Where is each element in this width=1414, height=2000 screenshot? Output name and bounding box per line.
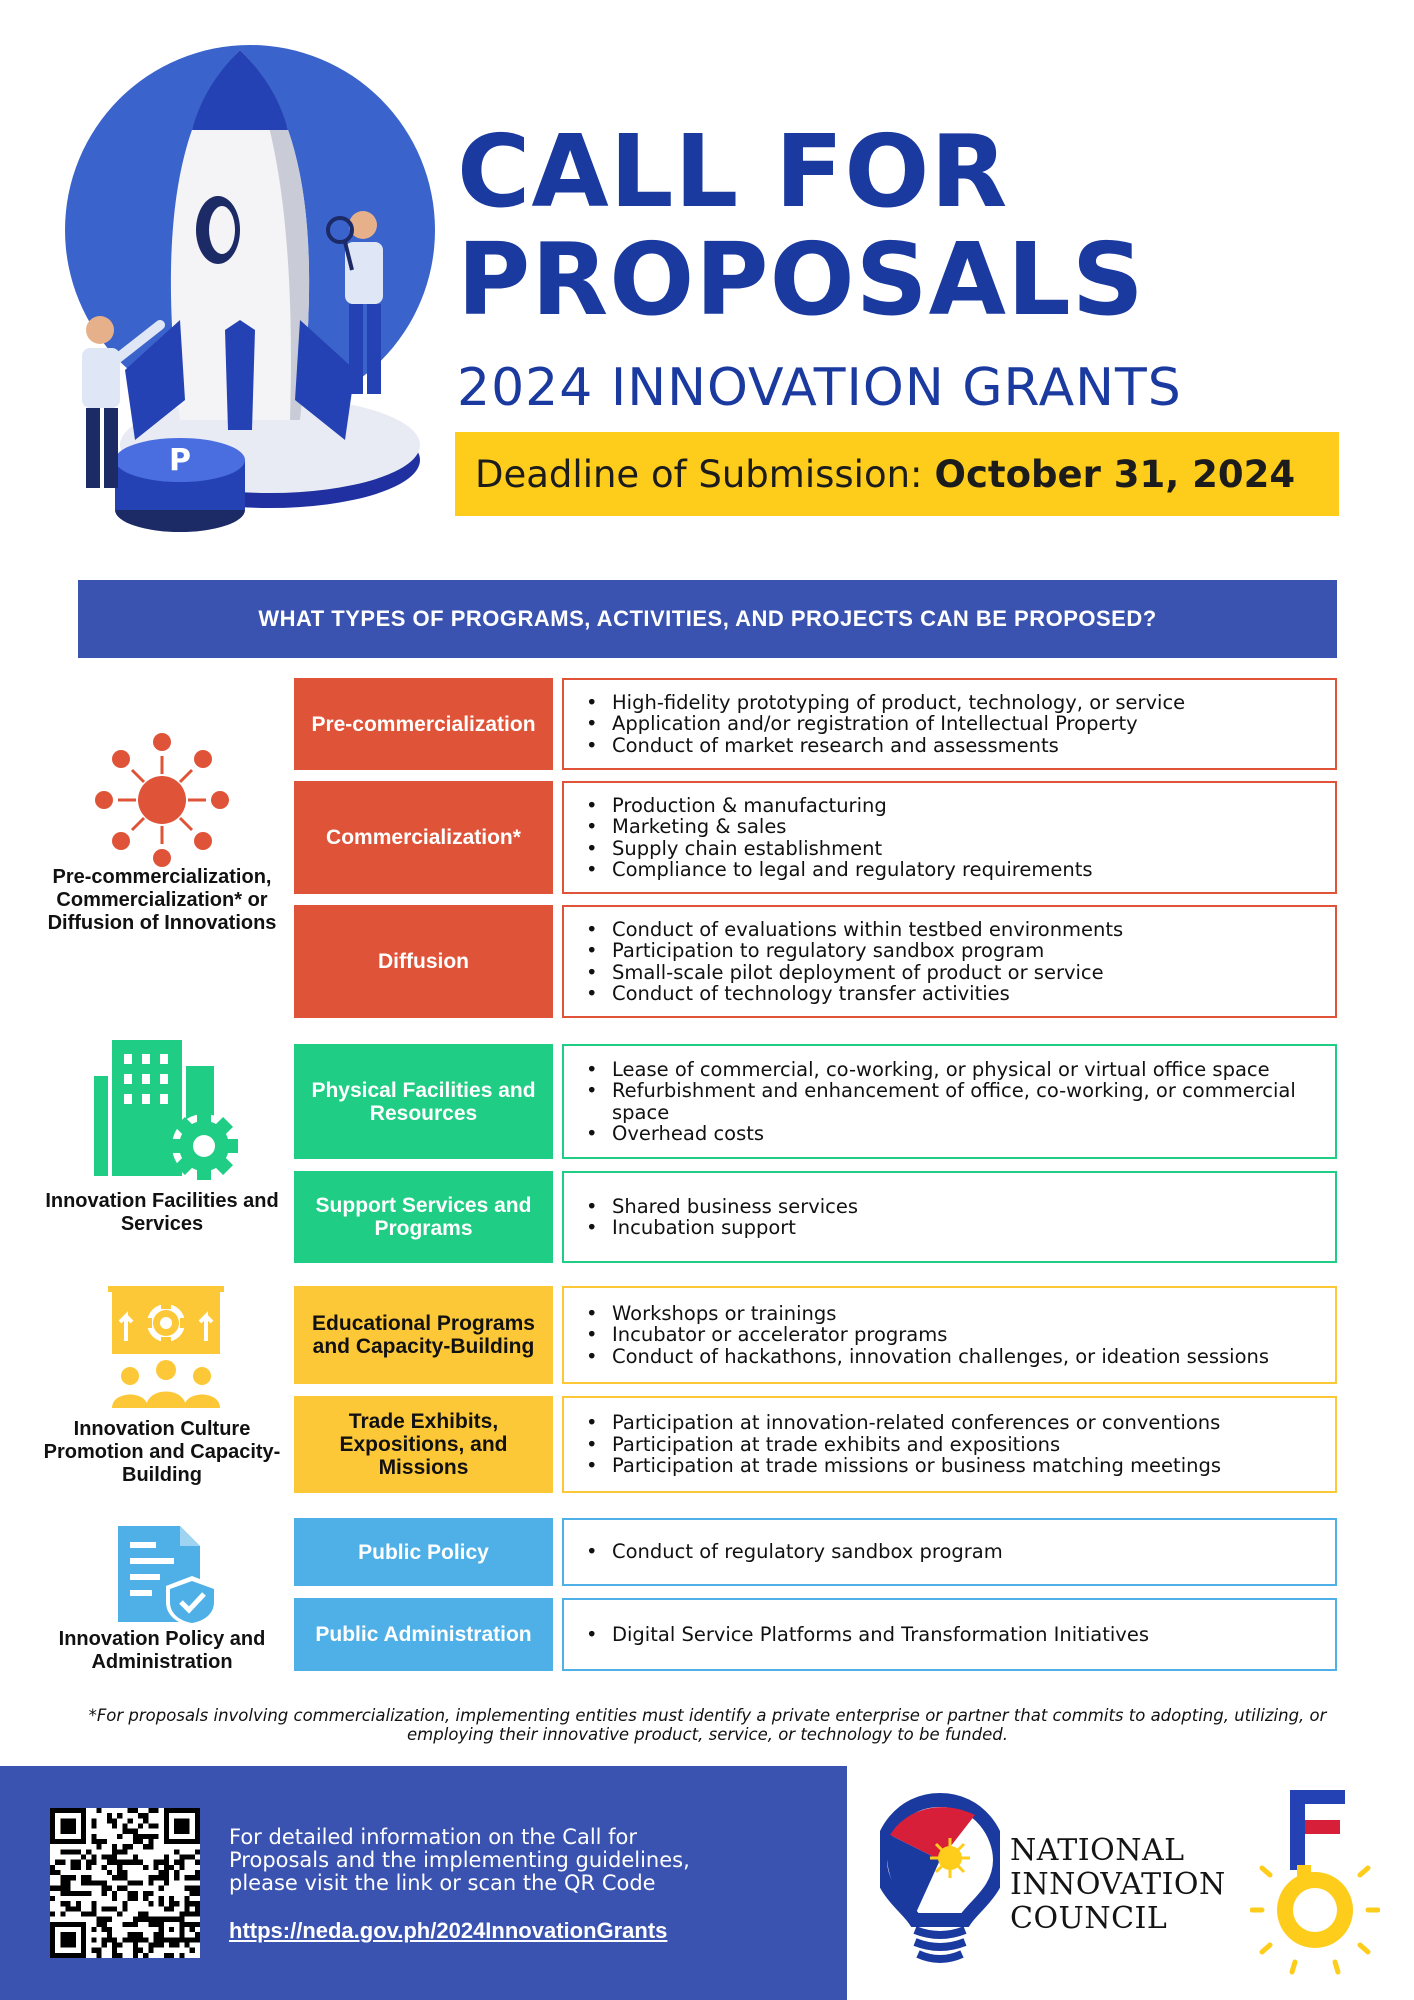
group-label-policy: Innovation Policy and Administration (58, 1628, 266, 1673)
team-presentation-icon (108, 1286, 224, 1408)
list-item: • Overhead costs (582, 1123, 1323, 1145)
deadline-label: Deadline of Submission: (475, 452, 923, 496)
footer-info-text: For detailed information on the Call for Proposals and the implementing guidelines, please visit the link or scan the QR Code (229, 1825, 690, 1895)
detail-pre-commercialization (562, 678, 1337, 770)
detail-public-administration (562, 1598, 1337, 1671)
document-shield-icon (118, 1526, 218, 1626)
neda-logo-icon (1250, 1790, 1380, 1980)
category-support-services: Support Services and Programs (294, 1171, 553, 1263)
nic-bulb-logo-icon (880, 1790, 1000, 1970)
list-item: • Participation at trade exhibits and expositions (582, 1434, 1221, 1456)
list-item: • Participation at trade missions or business matching meetings (582, 1455, 1221, 1477)
list-item: • Compliance to legal and regulatory requirements (582, 859, 1093, 881)
list-item: • Incubation support (582, 1217, 858, 1239)
list-item: • Conduct of hackathons, innovation challenges, or ideation sessions (582, 1346, 1269, 1368)
list-item: • Conduct of market research and assessments (582, 735, 1185, 757)
list-item: • Participation to regulatory sandbox program (582, 940, 1123, 962)
detail-trade-exhibits (562, 1396, 1337, 1493)
list-item: • Supply chain establishment (582, 838, 1093, 860)
list-item: • Participation at innovation-related conferences or conventions (582, 1412, 1221, 1434)
category-diffusion: Diffusion (294, 905, 553, 1018)
list-item: • Shared business services (582, 1196, 858, 1218)
list-item: • Incubator or accelerator programs (582, 1324, 1269, 1346)
category-educational-programs: Educational Programs and Capacity-Building (294, 1286, 553, 1384)
rocket-illustration (40, 30, 440, 550)
list-item: • Workshops or trainings (582, 1303, 1269, 1325)
category-commercialization: Commercialization* (294, 781, 553, 894)
network-hub-icon (92, 730, 232, 870)
list-item: • Application and/or registration of Intellectual Property (582, 713, 1185, 735)
footnote: *For proposals involving commercialization, implementing entities must identify a private enterprise or partner that commits to adopting, utilizing, or employing their innovative product, service, or technology to be funded. (88, 1706, 1327, 1744)
list-item: • Production & manufacturing (582, 795, 1093, 817)
group-label-culture: Innovation Culture Promotion and Capacity-Building (43, 1418, 281, 1486)
deadline-banner (455, 432, 1339, 516)
list-item: • Marketing & sales (582, 816, 1093, 838)
list-item: • Digital Service Platforms and Transformation Initiatives (582, 1624, 1149, 1646)
detail-support-services (562, 1171, 1337, 1263)
category-physical-facilities: Physical Facilities and Resources (294, 1044, 553, 1159)
category-public-administration: Public Administration (294, 1598, 553, 1671)
detail-diffusion (562, 905, 1337, 1018)
svg-text:P: P (169, 443, 191, 478)
nic-wordmark: NATIONAL INNOVATION COUNCIL (1010, 1833, 1226, 1936)
group-label-facilities: Innovation Facilities and Services (45, 1190, 279, 1235)
list-item: • Refurbishment and enhancement of office, co-working, or commercial space (582, 1080, 1323, 1123)
list-item: • Conduct of technology transfer activities (582, 983, 1123, 1005)
deadline-date: October 31, 2024 (934, 452, 1296, 496)
page-title: CALL FOR PROPOSALS (457, 113, 1145, 338)
list-item: • Conduct of evaluations within testbed environments (582, 919, 1123, 941)
category-trade-exhibits: Trade Exhibits, Expositions, and Missions (294, 1396, 553, 1493)
page-subtitle: 2024 INNOVATION GRANTS (457, 358, 1182, 418)
list-item: • High-fidelity prototyping of product, technology, or service (582, 692, 1185, 714)
category-pre-commercialization: Pre-commercialization (294, 678, 553, 770)
qr-code[interactable] (50, 1808, 200, 1958)
detail-educational-programs (562, 1286, 1337, 1384)
list-item: • Lease of commercial, co-working, or physical or virtual office space (582, 1059, 1323, 1081)
section-heading: WHAT TYPES OF PROGRAMS, ACTIVITIES, AND PROJECTS CAN BE PROPOSED? (78, 580, 1337, 658)
category-public-policy: Public Policy (294, 1518, 553, 1586)
guidelines-link[interactable]: https://neda.gov.ph/2024InnovationGrants (229, 1918, 668, 1943)
detail-physical-facilities (562, 1044, 1337, 1159)
list-item: • Small-scale pilot deployment of product or service (582, 962, 1123, 984)
detail-public-policy (562, 1518, 1337, 1586)
building-gear-icon (94, 1036, 244, 1186)
group-label-pre-commercialization: Pre-commercialization, Commercialization* or Diffusion of Innovations (47, 866, 277, 934)
detail-commercialization (562, 781, 1337, 894)
list-item: • Conduct of regulatory sandbox program (582, 1541, 1003, 1563)
